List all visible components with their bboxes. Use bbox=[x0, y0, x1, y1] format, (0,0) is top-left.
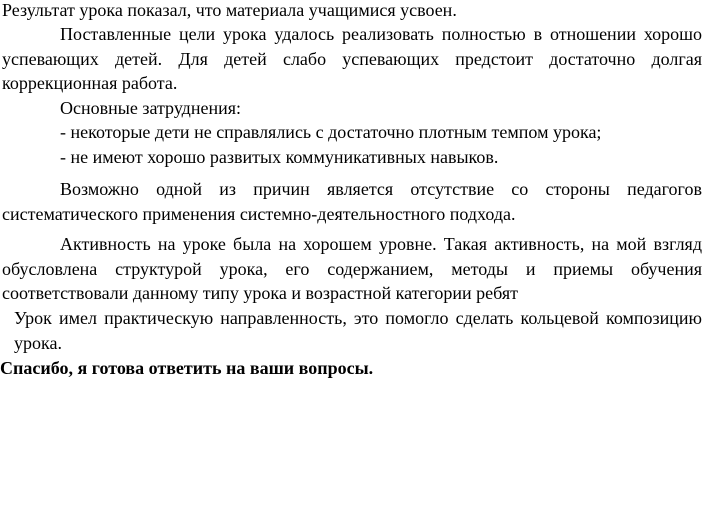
paragraph-activity bbox=[2, 232, 702, 306]
difficulties-list-item-1 bbox=[2, 120, 702, 145]
paragraph-activity-text: Активность на уроке была на хорошем уровне. Такая активность, на мой взгляд обусловлена структурой урока, его содержанием, методы и приемы обучения соответствовали данному типу урока и возрастной категории ребят bbox=[2, 234, 702, 303]
paragraph-reasons-text: Возможно одной из причин является отсутствие со стороны педагогов систематического применения системно-деятельностного подхода. bbox=[2, 179, 702, 224]
paragraph-result-text: Результат урока показал, что материала учащимися усвоен. bbox=[2, 0, 457, 20]
paragraph-practical bbox=[14, 306, 702, 355]
paragraph-result bbox=[2, 0, 702, 23]
paragraph-practical-text: Урок имел практическую направленность, это помогло сделать кольцевой композицию урока. bbox=[14, 308, 702, 353]
paragraph-difficulties-heading bbox=[2, 96, 702, 121]
difficulties-list-item-2 bbox=[2, 145, 702, 170]
closing-line bbox=[0, 356, 700, 381]
paragraph-goals-text: Поставленные цели урока удалось реализовать полностью в отношении хорошо успевающих детей. Для детей слабо успевающих предстоит достаточно долгая коррекционная работа. bbox=[2, 24, 702, 93]
paragraph-goals bbox=[2, 22, 702, 96]
list-item: - не имеют хорошо развитых коммуникативных навыков. bbox=[60, 147, 499, 167]
paragraph-reasons bbox=[2, 177, 702, 226]
closing-line-text: Спасибо, я готова ответить на ваши вопросы. bbox=[0, 358, 374, 378]
difficulties-heading-text: Основные затруднения: bbox=[60, 98, 242, 118]
list-item: - некоторые дети не справлялись с достаточно плотным темпом урока; bbox=[60, 122, 602, 142]
